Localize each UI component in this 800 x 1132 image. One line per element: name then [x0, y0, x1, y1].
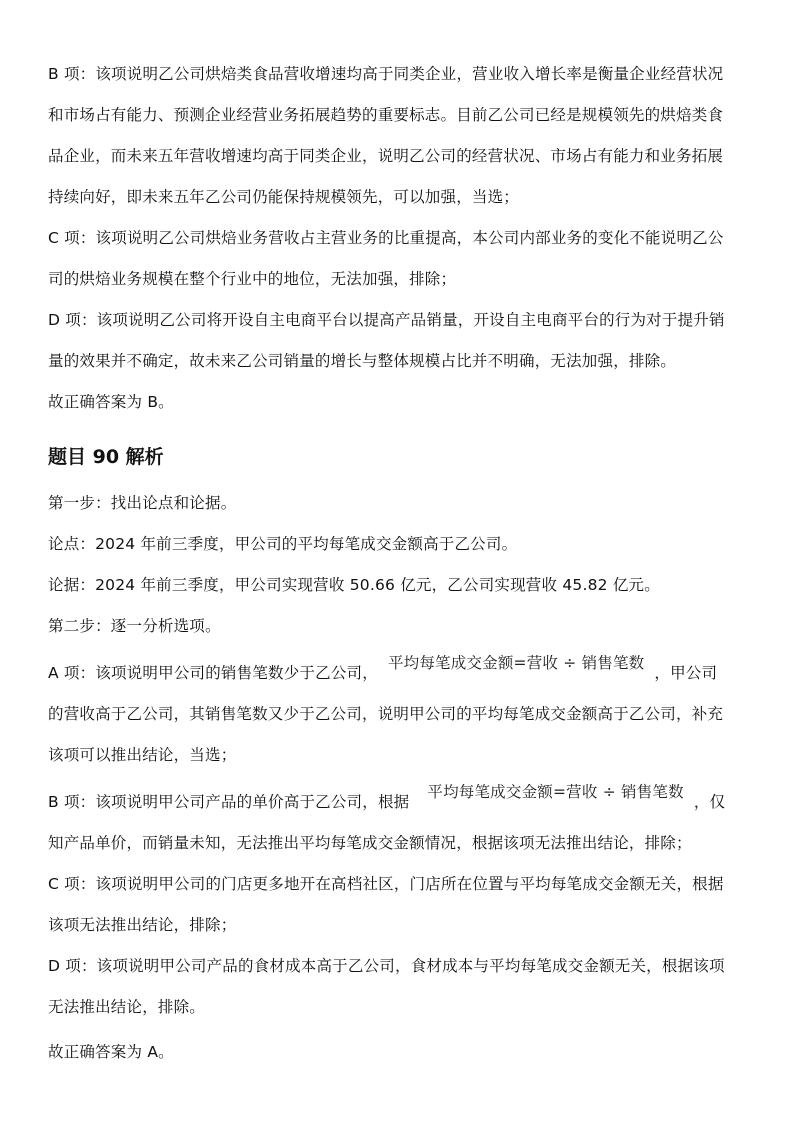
option-c-line2: 该项无法推出结论，排除； [48, 916, 237, 934]
prev-option-d-line2: 量的效果并不确定，故未来乙公司销量的增长与整体规模占比并不明确，无法加强，排除。 [48, 352, 677, 370]
option-b-text: B 项：该项说明甲公司产品的单价高于乙公司，根据 [48, 793, 410, 811]
formula-a: 平均每笔成交金额=营收 ÷ 销售笔数 [387, 654, 645, 672]
prev-option-b-line4: 持续向好，即未来五年乙公司仍能保持规模领先，可以加强，当选； [48, 188, 520, 206]
prev-option-d-line1: D 项：该项说明乙公司将开设自主电商平台以提高产品销量，开设自主电商平台的行为对于提升销 [48, 311, 725, 329]
section-title: 题目 90 解析 [48, 446, 164, 468]
final-answer: 故正确答案为 A。 [48, 1043, 174, 1061]
option-b-line2: 知产品单价，而销量未知，无法推出平均每笔成交金额情况，根据该项无法推出结论，排除； [48, 834, 692, 852]
prev-option-c-line2: 司的烘焙业务规模在整个行业中的地位，无法加强，排除； [48, 270, 457, 288]
option-a-text: A 项：该项说明甲公司的销售笔数少于乙公司， [48, 664, 378, 682]
prev-option-c-line1: C 项：该项说明乙公司烘焙业务营收占主营业务的比重提高，本公司内部业务的变化不能说明乙公 [48, 229, 724, 247]
option-a-text-tail: ，甲公司 [654, 664, 718, 682]
option-d-line2: 无法推出结论，排除。 [48, 998, 206, 1016]
evidence: 论据：2024 年前三季度，甲公司实现营收 50.66 亿元，乙公司实现营收 45.82 亿元。 [48, 576, 660, 594]
option-a-line2: 的营收高于乙公司，其销售笔数又少于乙公司，说明甲公司的平均每笔成交金额高于乙公司，补充 [48, 705, 724, 723]
prev-answer: 故正确答案为 B。 [48, 393, 174, 411]
document-page [48, 54, 754, 1073]
prev-option-b-line1: B 项：该项说明乙公司烘焙类食品营收增速均高于同类企业，营业收入增长率是衡量企业经营状况 [48, 65, 724, 83]
option-b-line1 [48, 782, 754, 823]
option-b-text-tail: ，仅 [693, 793, 726, 811]
formula-b: 平均每笔成交金额=营收 ÷ 销售笔数 [427, 783, 684, 801]
option-a-line3: 该项可以推出结论，当选； [48, 746, 237, 764]
prev-option-b-line3: 品企业，而未来五年营收增速均高于同类企业，说明乙公司的经营状况、市场占有能力和业务拓展 [48, 147, 724, 165]
option-a-line1 [48, 653, 754, 694]
option-d-line1: D 项：该项说明甲公司产品的食材成本高于乙公司，食材成本与平均每笔成交金额无关，根据该项 [48, 957, 725, 975]
step1: 第一步：找出论点和论据。 [48, 494, 237, 512]
option-c-line1: C 项：该项说明甲公司的门店更多地开在高档社区，门店所在位置与平均每笔成交金额无关，根据 [48, 875, 724, 893]
prev-option-b-line2: 和市场占有能力、预测企业经营业务拓展趋势的重要标志。目前乙公司已经是规模领先的烘焙类食 [48, 106, 724, 124]
step2: 第二步：逐一分析选项。 [48, 617, 221, 635]
claim: 论点：2024 年前三季度，甲公司的平均每笔成交金额高于乙公司。 [48, 535, 518, 553]
